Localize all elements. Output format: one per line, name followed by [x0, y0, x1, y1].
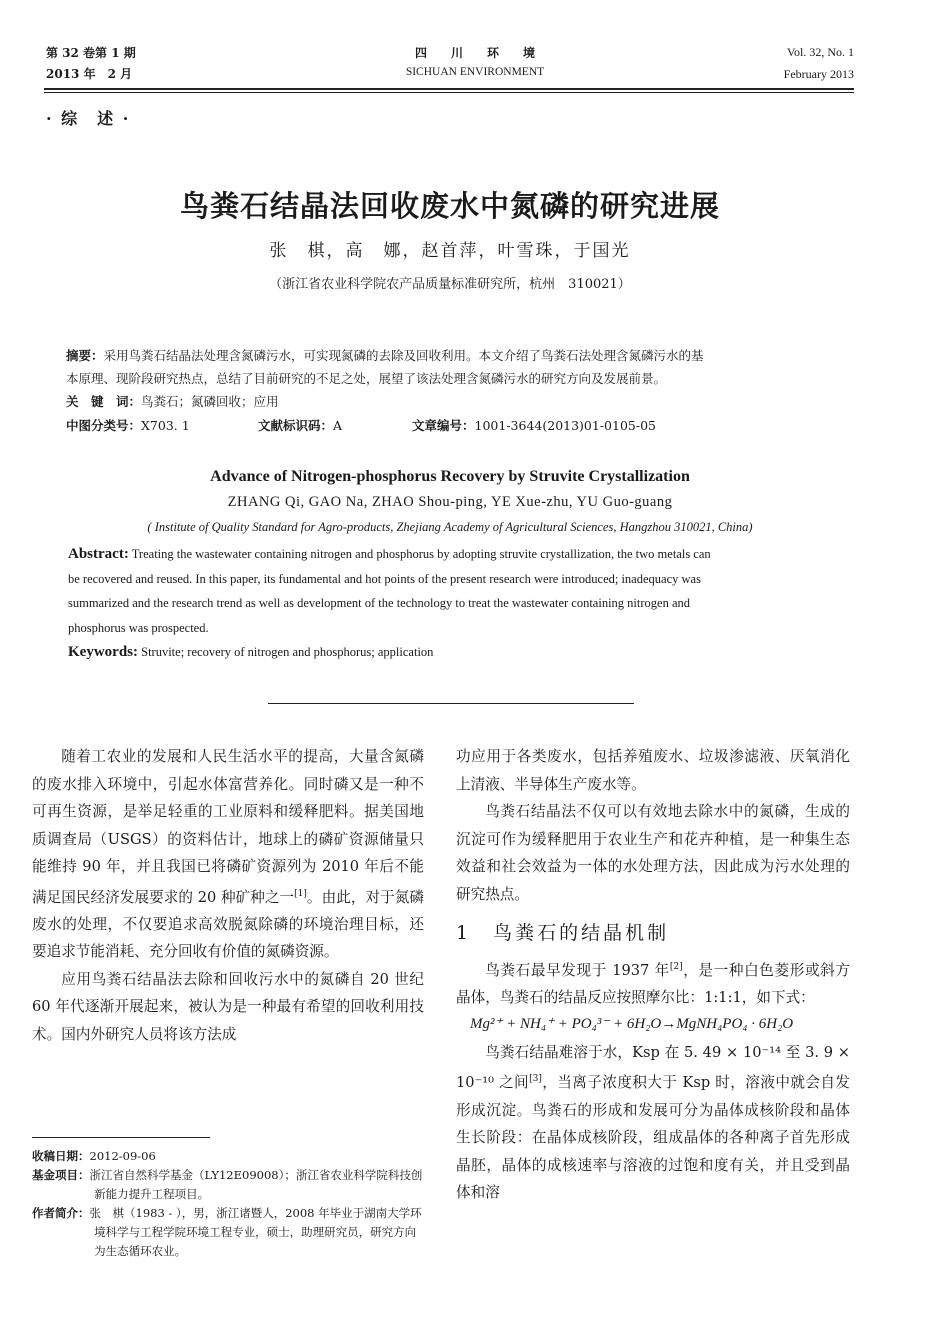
header-date: 2013 年 2 月: [46, 67, 133, 81]
english-abstract-l3: summarized and the research trend as well as development of the technology to treat the wastewater containing nitrogen and: [68, 596, 690, 610]
intro-p1-end: 。由此，对于氮磷废水的处理，不仅要追求高效脱氮除磷的环境治理目标，还要追求节能消耗、充分回收有价值的氮磷资源。: [32, 888, 424, 961]
reaction-equation: Mg²⁺ + NH₄⁺ + PO₄³⁻ + 6H₂O→MgNH₄PO₄ · 6H₂O: [470, 1016, 794, 1033]
clc-label: 中图分类号：: [66, 418, 142, 433]
header-volume: 第 32 卷第 1 期: [46, 46, 136, 60]
header-date-en: February 2013: [783, 67, 854, 81]
fund-text: 浙江省自然科学基金（LY12E09008）；浙江省农业科学院科技创新能力提升工程项目。: [89, 1168, 423, 1201]
footnote-rule: [32, 1137, 210, 1138]
citation-2: [2]: [669, 961, 683, 972]
article-number: [412, 416, 656, 434]
page-title: 鸟粪石结晶法回收废水中氮磷的研究进展: [179, 189, 720, 223]
abstract-divider: [268, 703, 634, 704]
intro-p1-text: 随着工农业的发展和人民生活水平的提高，大量含氮磷的废水排入环境中，引起水体富营养化。同时磷又是一种不可再生资源，是举足轻重的工业原料和缓释肥料。据美国地质调查局（USGS）的资料估计，地球上的磷矿资源储量只能维持 90 年，并且我国已将磷矿资源列为 2010 年后不能满足国民经济发展要求的 20 种矿种之一: [32, 748, 424, 906]
right-paragraph-2: 鸟粪石结晶法不仅可以有效地去除水中的氮磷，生成的沉淀可作为缓释肥用于农业生产和花卉种植，是一种集生态效益和社会效益为一体的水处理方法，因此成为污水处理的研究热点。: [456, 803, 850, 903]
keywords-zh: 鸟粪石；氮磷回收；应用: [141, 394, 279, 409]
header-vol-en: Vol. 32, No. 1: [786, 45, 854, 59]
clc-number: [66, 416, 190, 434]
section-label: · 综 述 ·: [46, 109, 131, 128]
p4-text-b: ，当离子浓度积大于 Ksp 时，溶液中就会自发形成沉淀。鸟粪石的形成和发展可分为晶体成核阶段和晶体生长阶段：在晶体成核阶段，组成晶体的各种离子首先形成晶胚，晶体的成核速率与溶液的过饱和度有关，并且受到晶体和溶: [456, 1074, 850, 1202]
english-abstract-l4: phosphorus was prospected.: [68, 620, 209, 635]
p4-text-a: 鸟粪石结晶难溶于水，Ksp 在 5. 49 × 10⁻¹⁴ 至 3. 9 × 10⁻¹⁰ 之间: [456, 1043, 850, 1092]
p3-text-b: ，是一种白色菱形或斜方晶体，鸟粪石的结晶反应按照摩尔比：1:1:1，如下式：: [456, 961, 850, 1006]
right-paragraph-4: [456, 1039, 850, 1207]
journal-name-zh: 四 川 环 境: [414, 46, 535, 60]
left-column: [32, 743, 424, 1048]
english-keywords: Struvite; recovery of nitrogen and phosphorus; application: [141, 645, 434, 659]
right-column: [456, 743, 850, 1207]
author-bio-label: 作者简介：: [32, 1206, 90, 1220]
citation-3: [3]: [529, 1074, 542, 1085]
authors: 张 棋，高 娜，赵首萍，叶雪珠，于国光: [269, 241, 631, 261]
section-number: 1: [456, 922, 472, 944]
right-paragraph-3: [456, 954, 850, 1012]
english-keywords-label: Keywords:: [68, 644, 138, 660]
section-title: 鸟粪石的结晶机制: [493, 922, 670, 944]
keywords-zh-label: 关 键 词：: [66, 394, 142, 409]
affiliation: （浙江省农业科学院农产品质量标准研究所，杭州 310021）: [269, 277, 631, 292]
doc-value: A: [333, 418, 343, 433]
english-abstract: [68, 542, 852, 665]
intro-paragraph-1: [32, 743, 424, 966]
section-heading-1: [456, 920, 850, 948]
author-bio-text: 张 棋（1983 - ），男，浙江诸暨人，2008 年毕业于湖南大学环境科学与工程学院环境工程专业，硕士，助理研究员，研究方向为生态循环农业。: [89, 1206, 422, 1258]
doc-code: [258, 416, 342, 434]
article-label: 文章编号：: [412, 418, 475, 433]
p3-text-a: 鸟粪石最早发现于 1937 年: [485, 961, 670, 979]
received-date: 2012-09-06: [89, 1149, 156, 1163]
abstract-zh-line2: 本原理、现阶段研究热点，总结了目前研究的不足之处，展望了该法处理含氮磷污水的研究方向及发展前景。: [66, 371, 667, 386]
citation-1: [1]: [294, 888, 307, 899]
fund-label: 基金项目：: [32, 1168, 90, 1182]
header-rule: [44, 88, 854, 90]
english-affiliation: ( Institute of Quality Standard for Agro-products, Zhejiang Academy of Agricultural Sciences, Hangzhou 310021, China): [147, 520, 753, 534]
header-rule-thin: [44, 92, 854, 93]
right-paragraph-1: 功应用于各类废水，包括养殖废水、垃圾渗滤液、厌氧消化上清液、半导体生产废水等。: [456, 748, 850, 793]
footnote: [32, 1147, 424, 1261]
intro-paragraph-2: 应用鸟粪石结晶法去除和回收污水中的氮磷自 20 世纪 60 年代逐渐开展起来，被认为是一种最有希望的回收利用技术。国内外研究人员将该方法成: [32, 970, 424, 1043]
english-authors: ZHANG Qi, GAO Na, ZHAO Shou-ping, YE Xue-zhu, YU Guo-guang: [227, 494, 673, 510]
english-title: Advance of Nitrogen-phosphorus Recovery by Struvite Crystallization: [210, 468, 690, 485]
doc-label: 文献标识码：: [258, 418, 334, 433]
article-value: 1001-3644(2013)01-0105-05: [474, 418, 656, 433]
journal-name-en: SICHUAN ENVIRONMENT: [405, 66, 545, 78]
english-abstract-l2: be recovered and reused. In this paper, its fundamental and hot points of the present research were introduced; inadequacy was: [68, 571, 701, 586]
clc-value: X703. 1: [141, 418, 190, 433]
english-abstract-label: Abstract:: [68, 546, 129, 562]
received-label: 收稿日期：: [32, 1149, 90, 1163]
abstract-zh: [66, 344, 866, 413]
english-abstract-l1: Treating the wastewater containing nitrogen and phosphorus by adopting struvite crystallization, the two metals can: [131, 547, 711, 561]
abstract-zh-line1: 采用鸟粪石结晶法处理含氮磷污水，可实现氮磷的去除及回收利用。本文介绍了鸟粪石法处理含氮磷污水的基: [103, 348, 704, 363]
abstract-zh-label: 摘要：: [66, 348, 104, 363]
